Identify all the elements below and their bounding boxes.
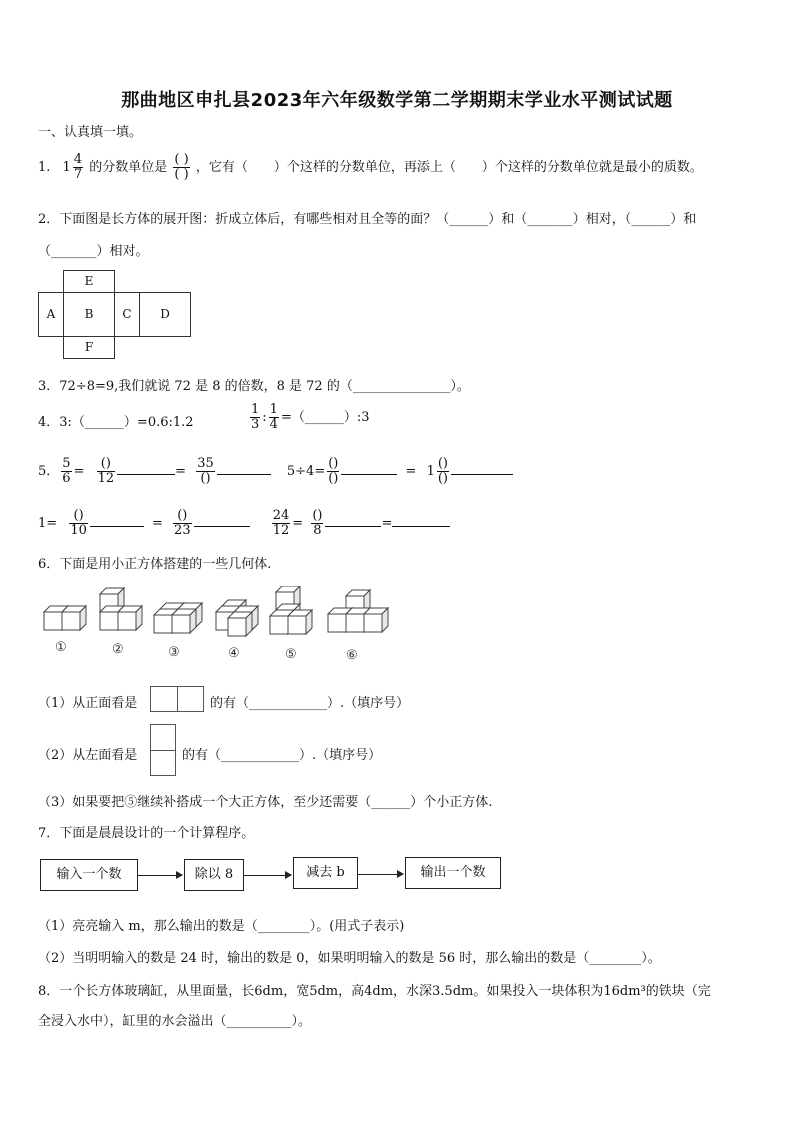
- flow-box-divide: 除以 8: [184, 859, 244, 891]
- answer-blank[interactable]: [451, 474, 513, 475]
- figure-3: [154, 603, 202, 633]
- face-a: A: [38, 292, 64, 337]
- figure-6: [328, 590, 388, 632]
- arrow-icon: [244, 875, 291, 876]
- front-view-shape: [150, 686, 204, 712]
- question-7-stem: 7．下面是晨晨设计的一个计算程序。: [38, 826, 255, 841]
- question-number: 1.: [38, 160, 51, 175]
- flow-box-input: 输入一个数: [40, 859, 138, 891]
- figure-label-6: ⑥: [346, 648, 358, 663]
- blank-fraction[interactable]: [69, 509, 88, 537]
- numerator: 24: [272, 508, 290, 524]
- denominator: 10: [70, 523, 87, 538]
- question-6-stem: 6．下面是用小正方体搭建的一些几何体.: [38, 557, 272, 572]
- question-6-part-2-a: （2）从左面看是: [38, 748, 138, 763]
- page-title: 那曲地区申扎县2023年六年级数学第二学期期末学业水平测试试题: [121, 90, 673, 111]
- question-text: 1=: [38, 516, 58, 531]
- blank-fraction[interactable]: [97, 457, 116, 485]
- question-8-line-1: 8．一个长方体玻璃缸，从里面量，长6dm，宽5dm，高4dm，水深3.5dm。如果投入一块体积为16dm³的铁块（完: [38, 984, 711, 999]
- left-view-shape: [150, 724, 176, 776]
- numerator: (): [437, 456, 448, 472]
- answer-blank[interactable]: [90, 526, 144, 527]
- numerator: ( ): [174, 152, 189, 168]
- question-2-line-1: 2．下面图是长方体的展开图：折成立体后，有哪些相对且全等的面？（______）和（_______）相对，（______）和: [38, 212, 697, 227]
- denominator: ( ): [174, 167, 189, 182]
- figure-label-1: ①: [55, 640, 67, 655]
- fraction-1-3: [250, 403, 260, 431]
- question-text: ，它有（ ）个这样的分数单位，再添上（ ）个这样的分数单位就是最小的质数。: [195, 160, 703, 175]
- numerator: 1: [269, 402, 278, 418]
- question-number: 5．: [38, 464, 60, 479]
- equals-sign: =: [73, 464, 85, 479]
- mixed-whole: 1: [426, 464, 435, 479]
- figure-label-2: ②: [112, 642, 124, 657]
- blank-fraction[interactable]: [173, 153, 189, 181]
- fraction-4-7: [73, 153, 83, 181]
- figure-label-4: ④: [228, 646, 240, 661]
- numerator: (): [328, 456, 339, 472]
- denominator: 8: [313, 523, 322, 538]
- figure-5: [270, 586, 312, 634]
- face-e: E: [63, 270, 115, 293]
- question-3: 3．72÷8=9,我们就说 72 是 8 的倍数，8 是 72 的（_______________）。: [38, 379, 470, 394]
- face-c: C: [114, 292, 140, 337]
- question-6-part-1-b: 的有（____________）.（填序号）: [210, 696, 410, 711]
- cube-figures: [36, 586, 392, 670]
- numerator: (): [97, 457, 116, 472]
- fraction-1-4: [269, 403, 279, 431]
- figure-4: [216, 600, 258, 636]
- answer-blank[interactable]: [217, 474, 271, 475]
- answer-blank[interactable]: [341, 474, 397, 475]
- answer-blank[interactable]: [325, 526, 381, 527]
- numerator: 1: [251, 402, 260, 418]
- numerator: 35: [197, 456, 214, 472]
- blank-fraction[interactable]: [196, 457, 215, 485]
- denominator: (): [200, 471, 211, 486]
- face-f: F: [63, 336, 115, 359]
- answer-blank[interactable]: [117, 474, 175, 475]
- denominator: 23: [174, 523, 191, 538]
- section-heading: 一、认真填一填。: [38, 125, 143, 140]
- figure-label-5: ⑤: [285, 647, 297, 662]
- figure-label-3: ③: [168, 645, 180, 660]
- numerator: (): [173, 509, 192, 524]
- question-6-part-1-a: （1）从正面看是: [38, 696, 138, 711]
- face-d: D: [139, 292, 191, 337]
- blank-fraction[interactable]: [327, 457, 339, 485]
- question-text: 5÷4=: [286, 464, 326, 479]
- question-6-part-2-b: 的有（____________）.（填序号）: [182, 748, 382, 763]
- question-6-part-3: （3）如果要把⑤继续补搭成一个大正方体，至少还需要（______）个小正方体.: [38, 795, 493, 810]
- question-4-part-b: [248, 398, 370, 438]
- blank-fraction[interactable]: [173, 509, 192, 537]
- equals-sign: =: [152, 516, 163, 531]
- question-4-part-a: 4．3:（______）=0.6:1.2: [38, 415, 194, 430]
- fraction-5-6: [61, 457, 71, 485]
- numerator: 5: [62, 456, 71, 472]
- numerator: 4: [73, 152, 83, 168]
- question-5-row-1: [38, 450, 513, 494]
- question-5-row-2: [38, 502, 450, 546]
- question-8-line-2: 全浸入水中），缸里的水会溢出（__________）。: [38, 1014, 312, 1029]
- denominator: (): [437, 471, 448, 486]
- question-1: [38, 148, 703, 188]
- denominator: 3: [251, 417, 260, 432]
- ratio-colon: :: [262, 410, 267, 425]
- equals-sign: =: [292, 516, 304, 531]
- question-text: 的分数单位是: [89, 160, 168, 175]
- equals-sign: =: [405, 464, 417, 479]
- mixed-whole: 1: [62, 160, 71, 175]
- numerator: (): [69, 509, 88, 524]
- denominator: 6: [62, 471, 71, 486]
- answer-blank[interactable]: [392, 526, 450, 527]
- arrow-icon: [358, 874, 403, 875]
- blank-fraction[interactable]: [311, 509, 323, 537]
- denominator: (): [328, 471, 339, 486]
- denominator: 12: [97, 471, 115, 486]
- numerator: (): [312, 508, 323, 524]
- figure-1: [44, 606, 86, 630]
- denominator: 7: [73, 167, 83, 182]
- blank-fraction[interactable]: [437, 457, 449, 485]
- denominator: 12: [272, 523, 290, 538]
- equals-sign: =: [175, 464, 187, 479]
- arrow-icon: [138, 875, 182, 876]
- question-text: =（______）:3: [280, 410, 370, 425]
- face-b: B: [63, 292, 115, 337]
- question-7-part-2: （2）当明明输入的数是 24 时，输出的数是 0，如果明明输入的数是 56 时，那么输出的数是（________）。: [38, 951, 661, 966]
- question-7-part-1: （1）亮亮输入 m，那么输出的数是（________）。(用式子表示): [38, 919, 405, 934]
- figure-2: [100, 588, 142, 630]
- flow-box-subtract: 减去 b: [293, 857, 358, 889]
- fraction-24-12: [272, 509, 291, 537]
- equals-sign: =: [381, 516, 393, 531]
- question-2-line-2: （_______）相对。: [38, 244, 149, 259]
- denominator: 4: [269, 417, 278, 432]
- flow-box-output: 输出一个数: [405, 857, 501, 889]
- answer-blank[interactable]: [194, 526, 250, 527]
